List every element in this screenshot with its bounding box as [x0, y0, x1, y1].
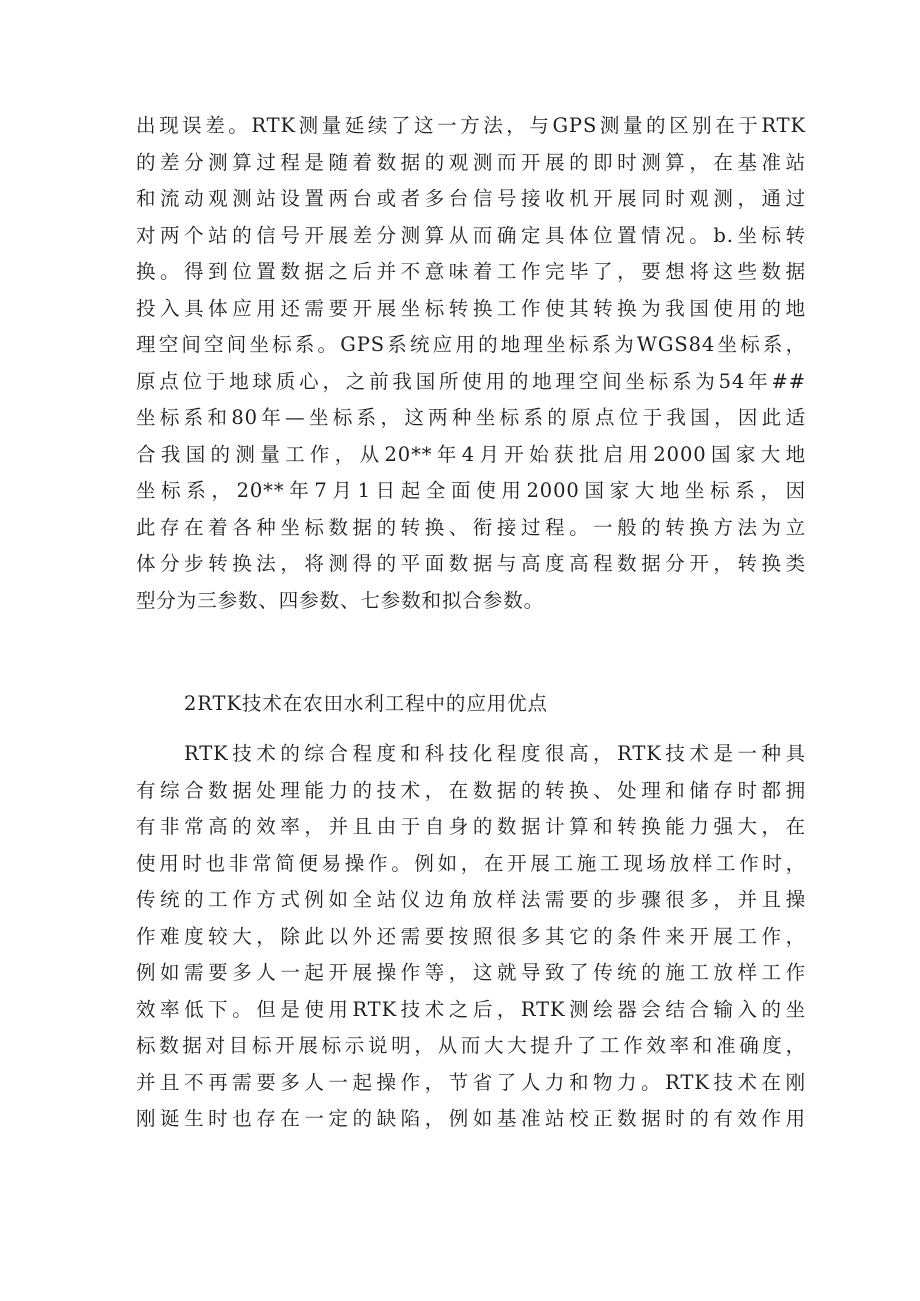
- paragraph-line: 传统的工作方式例如全站仪边角放样法需要的步骤很多，并且操: [136, 888, 806, 911]
- paragraph-line: 有非常高的效率，并且由于自身的数据计算和转换能力强大，在: [136, 815, 806, 838]
- paragraph-line: 合我国的测量工作，从20**年4月开始获批启用2000国家大地: [136, 442, 806, 466]
- section-heading: 2RTK技术在农田水利工程中的应用优点: [184, 692, 548, 715]
- paragraph-line: 的差分测算过程是随着数据的观测而开展的即时测算，在基准站: [136, 150, 806, 174]
- paragraph-2: [136, 736, 806, 1138]
- paragraph-line: 标数据对目标开展标示说明，从而大大提升了工作效率和准确度，: [136, 1034, 806, 1057]
- paragraph-line: 坐标系和80年—坐标系，这两种坐标系的原点位于我国，因此适: [136, 406, 806, 429]
- paragraph-1: [136, 108, 806, 619]
- paragraph-line: RTK技术的综合程度和科技化程度很高，RTK技术是一种具: [184, 742, 806, 765]
- paragraph-line: 出现误差。RTK测量延续了这一方法，与GPS测量的区别在于RTK: [136, 114, 806, 137]
- paragraph-line: 换。得到位置数据之后并不意味着工作完毕了，要想将这些数据: [136, 260, 806, 283]
- paragraph-line: 并且不再需要多人一起操作，节省了人力和物力。RTK技术在刚: [136, 1070, 806, 1094]
- paragraph-line: 坐标系，20**年7月1日起全面使用2000国家大地坐标系，因: [136, 479, 806, 502]
- paragraph-line: 有综合数据处理能力的技术，在数据的转换、处理和储存时都拥: [136, 778, 806, 802]
- paragraph-line: 作难度较大，除此以外还需要按照很多其它的条件来开展工作，: [136, 924, 806, 948]
- paragraph-line: 对两个站的信号开展差分测算从而确定具体位置情况。b.坐标转: [136, 223, 806, 247]
- paragraph-line: 原点位于地球质心，之前我国所使用的地理空间坐标系为54年##: [136, 369, 806, 393]
- paragraph-line: 刚诞生时也存在一定的缺陷，例如基准站校正数据时的有效作用: [136, 1107, 806, 1130]
- paragraph-line: 例如需要多人一起开展操作等，这就导致了传统的施工放样工作: [136, 961, 806, 984]
- paragraph-line: 和流动观测站设置两台或者多台信号接收机开展同时观测，通过: [136, 187, 806, 210]
- paragraph-line: 此存在着各种坐标数据的转换、衔接过程。一般的转换方法为立: [136, 515, 806, 539]
- paragraph-line: 体分步转换法，将测得的平面数据与高度高程数据分开，转换类: [136, 552, 806, 575]
- paragraph-line: 型分为三参数、四参数、七参数和拟合参数。: [136, 588, 545, 612]
- paragraph-line: 效率低下。但是使用RTK技术之后，RTK测绘器会结合输入的坐: [136, 997, 806, 1021]
- paragraph-line: 投入具体应用还需要开展坐标转换工作使其转换为我国使用的地: [136, 296, 806, 320]
- paragraph-line: 使用时也非常简便易操作。例如，在开展工施工现场放样工作时，: [136, 851, 806, 875]
- paragraph-line: 理空间空间坐标系。GPS系统应用的地理坐标系为WGS84坐标系，: [136, 333, 806, 356]
